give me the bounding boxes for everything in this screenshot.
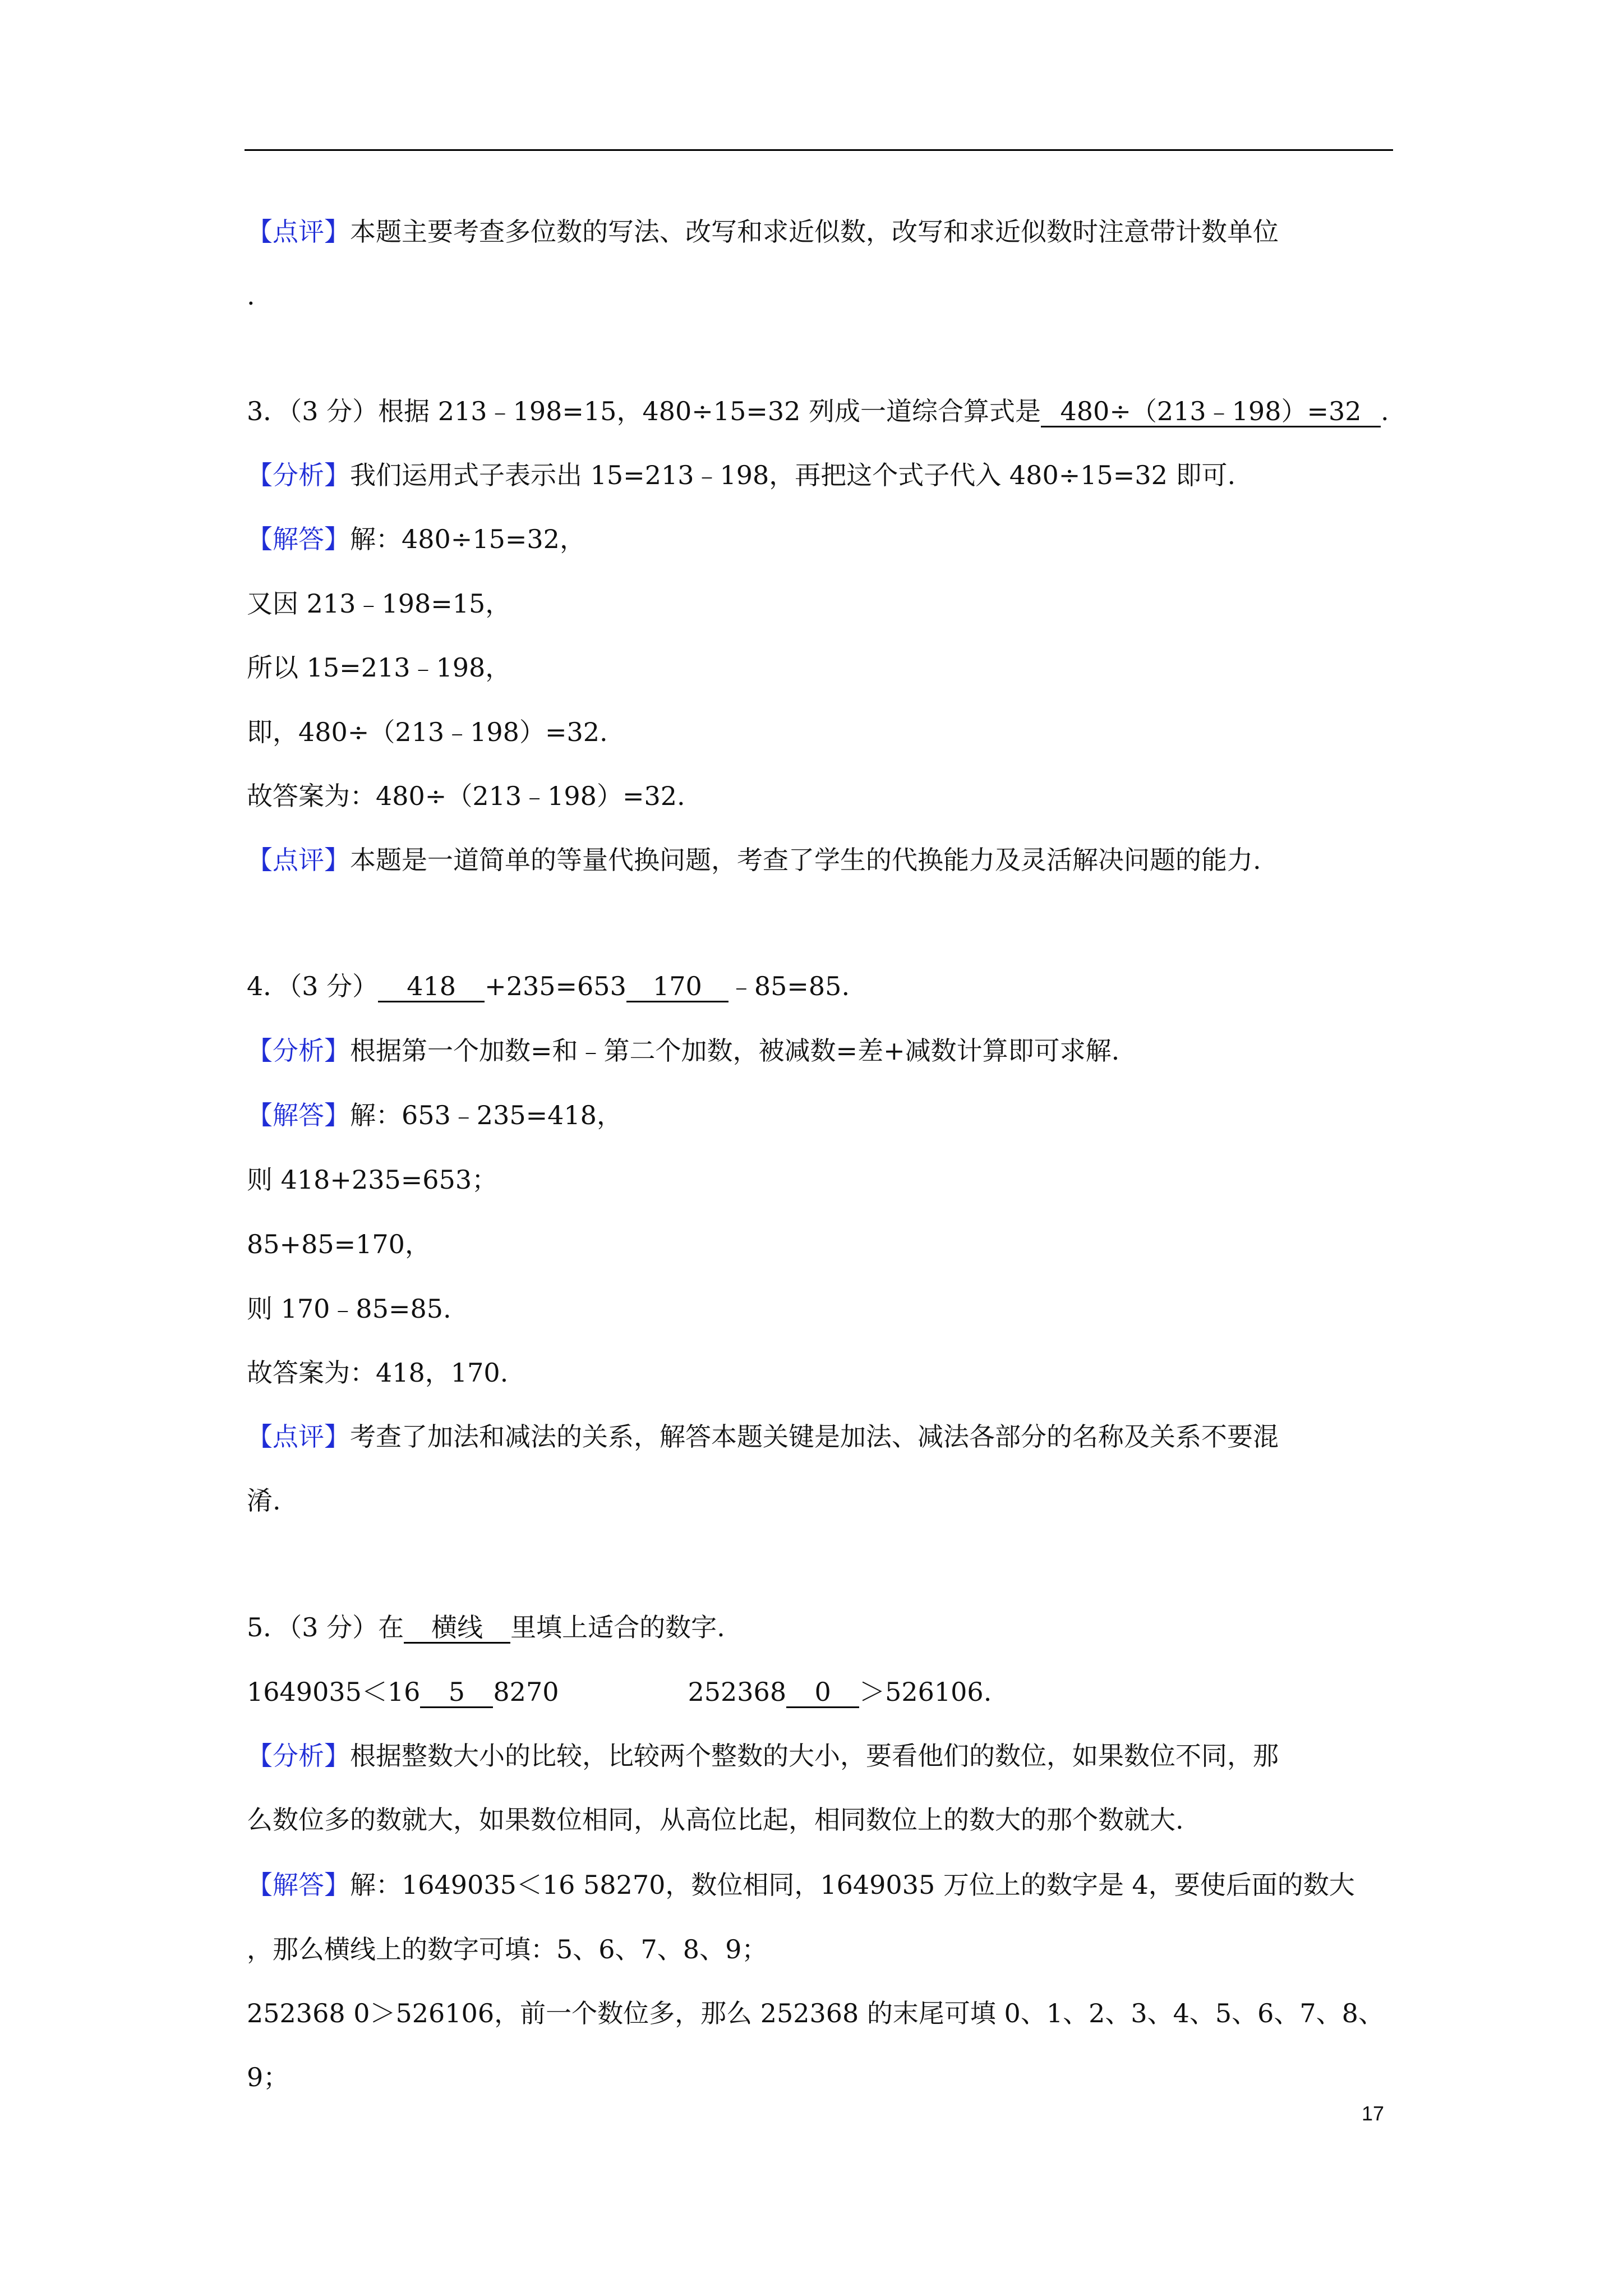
q5-ex1-blank: 5: [420, 1677, 493, 1708]
q5-solution: [247, 1868, 1355, 1902]
q5-solution-line: 252368 0＞526106，前一个数位多，那么 252368 的末尾可填 0、1、2、3、4、5、6、7、8、: [247, 1998, 1384, 2028]
q4-solution-line: 85+85=170，: [247, 1229, 431, 1259]
header-rule: [245, 149, 1393, 151]
q3-stem-text: 3．（3 分）根据 213﹣198=15，480÷15=32 列成一道综合算式是: [247, 396, 1041, 426]
q4-blank-1: 418: [378, 972, 485, 1002]
analysis-text: 根据整数大小的比较，比较两个整数的大小，要看他们的数位，如果数位不同，那: [350, 1741, 1279, 1771]
review-text: 本题是一道简单的等量代换问题，考查了学生的代换能力及灵活解决问题的能力.: [350, 845, 1261, 875]
q3-review: [247, 843, 1261, 877]
page-number: 17: [1362, 2102, 1385, 2125]
solution-text: 解：653﹣235=418，: [350, 1100, 623, 1130]
q3-answer-blank: 480÷（213﹣198）=32: [1041, 397, 1381, 427]
q4-mid: +235=653: [485, 971, 626, 1001]
q5-prefix: 5．（3 分）在: [247, 1612, 404, 1642]
q5-examples: [247, 1675, 992, 1709]
q5-stem: [247, 1611, 725, 1644]
q3-analysis: [247, 458, 1235, 492]
q3-stem-end: .: [1381, 396, 1389, 426]
q4-blank-2: 170: [626, 972, 728, 1002]
q4-solution: [247, 1098, 623, 1132]
q3-solution-line: 即，480÷（213﹣198）=32.: [247, 717, 608, 747]
q2-review-cont: .: [247, 280, 255, 311]
analysis-text: 我们运用式子表示出 15=213﹣198，再把这个式子代入 480÷15=32 即可.: [350, 460, 1236, 490]
q5-suffix: 里填上适合的数字.: [510, 1612, 725, 1642]
analysis-tag: 【分析】: [247, 1036, 350, 1066]
q4-stem: [247, 969, 850, 1003]
q5-ex1-before: 1649035＜16: [247, 1677, 421, 1707]
q4-review: [247, 1420, 1279, 1453]
solution-text: 解：1649035＜16 58270，数位相同，1649035 万位上的数字是 4，要使后面的数大: [350, 1870, 1355, 1900]
q5-analysis-cont: 么数位多的数就大，如果数位相同，从高位比起，相同数位上的数大的那个数就大.: [247, 1805, 1184, 1835]
q3-solution-line: 又因 213﹣198=15，: [247, 588, 511, 619]
q5-blank-word: 横线: [404, 1613, 510, 1644]
analysis-tag: 【分析】: [247, 1741, 350, 1771]
q4-prefix: 4．（3 分）: [247, 971, 379, 1001]
q4-solution-line: 则 170﹣85=85.: [247, 1294, 451, 1324]
q5-solution-line: 9；: [247, 2062, 289, 2092]
q5-ex2-blank: 0: [786, 1677, 859, 1708]
q4-analysis: [247, 1034, 1119, 1068]
q3-solution: [247, 522, 585, 556]
q3-answer-line: 故答案为：480÷（213﹣198）=32.: [247, 781, 685, 811]
q5-ex2-after: ＞526106.: [859, 1677, 992, 1707]
q5-solution-line: ，那么横线上的数字可填：5、6、7、8、9；: [247, 1934, 768, 1964]
solution-tag: 【解答】: [247, 1870, 350, 1900]
q3-stem: [247, 394, 1389, 428]
review-tag: 【点评】: [247, 217, 350, 247]
review-text: 考查了加法和减法的关系，解答本题关键是加法、减法各部分的名称及关系不要混: [350, 1421, 1279, 1452]
q4-suffix: ﹣85=85.: [728, 971, 850, 1001]
q5-analysis: [247, 1739, 1279, 1773]
solution-text: 解：480÷15=32，: [350, 524, 585, 554]
q4-review-cont: 淆.: [247, 1485, 281, 1516]
q2-review: [247, 215, 1279, 249]
analysis-tag: 【分析】: [247, 460, 350, 490]
q5-ex1-after: 8270: [493, 1677, 559, 1707]
q3-solution-line: 所以 15=213﹣198，: [247, 652, 511, 683]
q4-solution-line: 则 418+235=653；: [247, 1165, 498, 1195]
q4-answer-line: 故答案为：418，170.: [247, 1358, 509, 1388]
analysis-text: 根据第一个加数=和﹣第二个加数，被减数=差+减数计算即可求解.: [350, 1036, 1120, 1066]
q5-ex2-before: 252368: [688, 1677, 787, 1707]
review-text: 本题主要考查多位数的写法、改写和求近似数，改写和求近似数时注意带计数单位: [350, 217, 1279, 247]
review-tag: 【点评】: [247, 845, 350, 875]
solution-tag: 【解答】: [247, 524, 350, 554]
solution-tag: 【解答】: [247, 1100, 350, 1130]
review-tag: 【点评】: [247, 1421, 350, 1452]
